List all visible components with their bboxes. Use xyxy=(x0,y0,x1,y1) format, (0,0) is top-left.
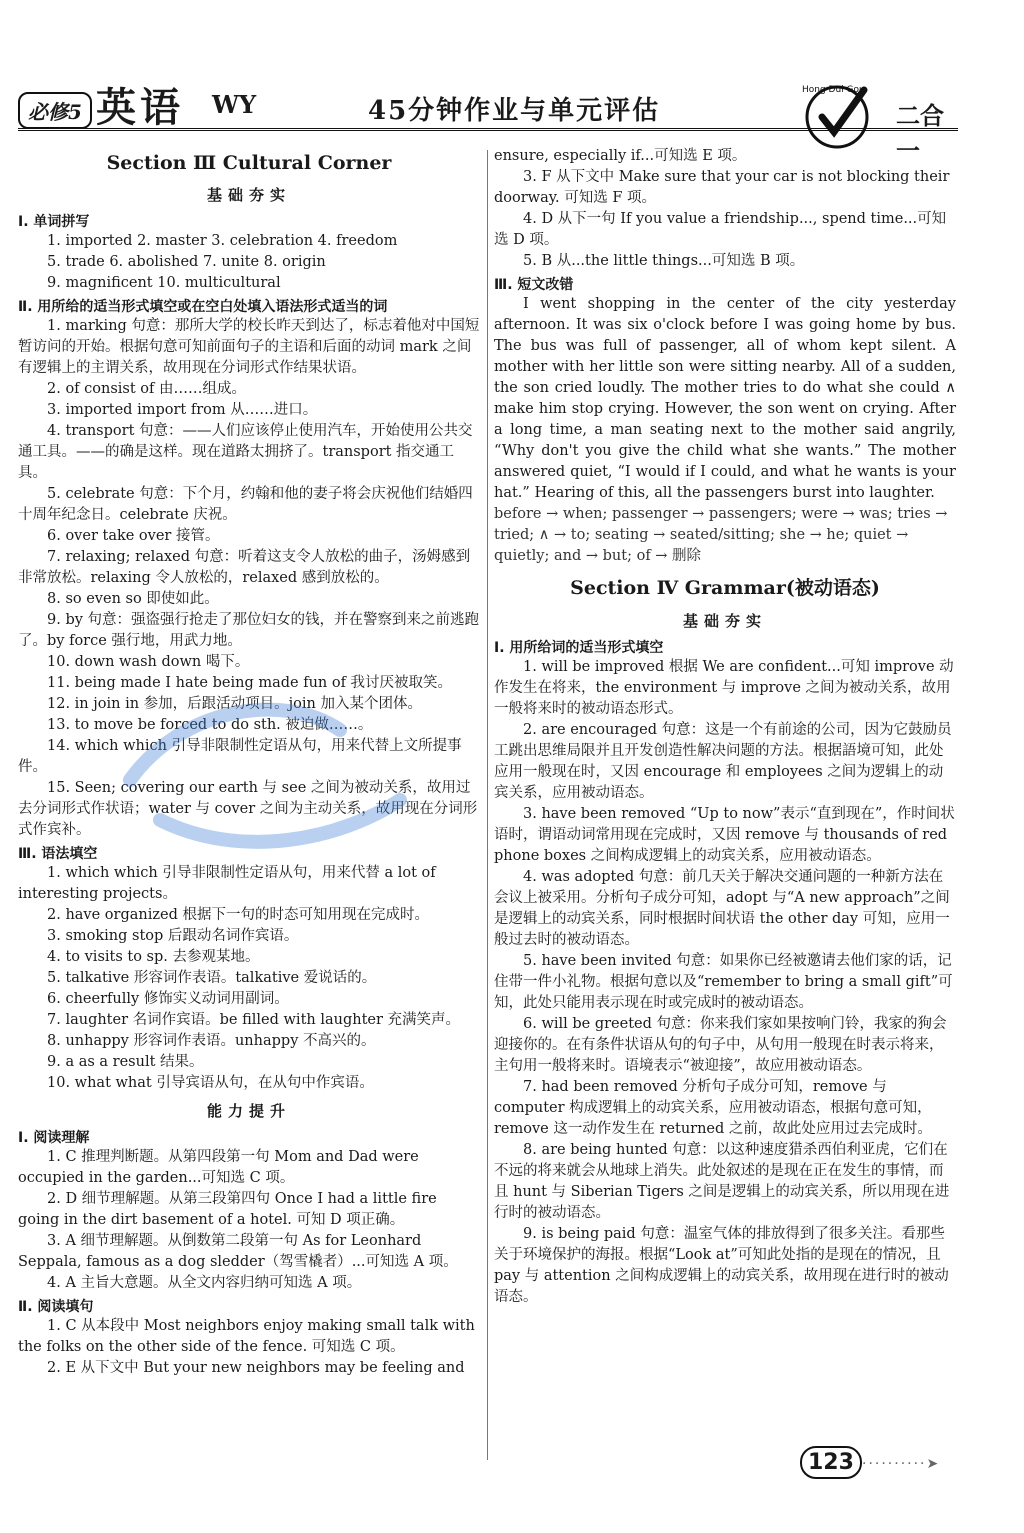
correction-item: ∧ → to xyxy=(538,527,586,543)
correction-item: tries → tried xyxy=(494,506,948,543)
section-iv-title: Section Ⅳ Grammar(被动语态) xyxy=(570,577,880,599)
answer-item: 3. A 细节理解题。从倒数第二段第一句 As for Leonhard Seppala, famous as a dog sledder（驾雪橇者）...可知选 A 项。 xyxy=(18,1233,458,1270)
section-iii-title: Section Ⅲ Cultural Corner xyxy=(106,152,392,174)
sentence-fill-heading: Ⅱ. 阅读填句 xyxy=(18,1299,94,1315)
answer-item: 7. relaxing; relaxed 句意：听着这支令人放松的曲子，汤姆感到非常放松。relaxing 令人放松的，relaxed 感到放松的。 xyxy=(18,549,471,586)
answer-item: 1. which which 引导非限制性定语从句，用来代替 a lot of interesting projects。 xyxy=(18,865,436,902)
answer-item: 1. C 从本段中 Most neighbors enjoy making small talk with the folks on the other side of the fence. 可知选 C 项。 xyxy=(18,1318,475,1355)
spelling-heading: Ⅰ. 单词拼写 xyxy=(18,214,90,230)
answer-item: 1. will be improved 根据 We are confident...可知 improve 动作发生在将来，the environment 与 improve 之间为被动关系，故用一般将来时的被动语态形式。 xyxy=(494,659,954,717)
logo-text: Hong Dui Gou xyxy=(802,85,865,95)
fill-blank-heading: Ⅱ. 用所给的适当形式填空或在空白处填入语法形式适当的词 xyxy=(18,299,388,315)
right-column xyxy=(494,146,956,1308)
answer-item: 4. to visits to sp. 去参观某地。 xyxy=(47,949,260,965)
answer-item: 3. have been removed “Up to now”表示“直到现在”，作时间状语时，谓语动词常用现在完成时，又因 remove 与 thousands of red phone boxes 之间构成逻辑上的动宾关系，应用被动语态。 xyxy=(494,806,955,864)
answer-item: 6. will be greeted 句意：你来我们家如果按响门铃，我家的狗会迎接你的。在有条件状语从句的句子中，从句用一般现在时表示将来，主句用一般将来时。语境表示“被迎接”，故应用被动语态。 xyxy=(494,1016,947,1074)
correction-item: quiet → quietly xyxy=(494,527,909,564)
answer-item: 3. imported import from 从……进口。 xyxy=(47,402,318,418)
answer-item: 4. transport 句意：——人们应该停止使用汽车，开始使用公共交通工具。——的确是这样。现在道路太拥挤了。transport 指交通工具。 xyxy=(18,423,473,481)
basic-practice-heading: 基础夯实 xyxy=(206,186,291,204)
answer-item: 1. C 推理判断题。从第四段第一句 Mom and Dad were occupied in the garden...可知选 C 项。 xyxy=(18,1149,419,1186)
answer-item: 5. B 从...the little things...可知选 B 项。 xyxy=(523,253,805,269)
answer-item: 1. marking 句意：那所大学的校长昨天到达了，标志着他对中国短暂访问的开始。根据句意可知前面句子的主语和后面的动词 mark 之间有逻辑上的主谓关系，故用现在分词形式作结果状语。 xyxy=(18,318,480,376)
answer-item: 5. celebrate 句意：下个月，约翰和他的妻子将会庆祝他们结婚四十周年纪念日。celebrate 庆祝。 xyxy=(18,486,473,523)
header-rule xyxy=(18,128,958,131)
answer-item: 9. by 句意：强盗强行抢走了那位妇女的钱，并在警察到来之前逃跑了。by force 强行地，用武力地。 xyxy=(18,612,480,649)
correction-item: of → 删除 xyxy=(636,548,702,564)
correction-list: before → when; passenger → passengers; were → was; tries → tried; ∧ → to; seating → seated/sitting; she → he; quiet → quietly; and → but; of → 删除 xyxy=(494,506,948,564)
answer-item: 13. to move be forced to do sth. 被迫做……。 xyxy=(47,717,373,733)
answer-item: 8. are being hunted 句意：以这种速度猎杀西伯利亚虎，它们在不远的将来就会从地球上消失。此处叙述的是现在正在发生的事情，而且 hunt 与 Siberian Tigers 之间是逻辑上的动宾关系，所以用现在进行时的被动语态。 xyxy=(494,1142,950,1221)
grammar-fill-heading: Ⅲ. 语法填空 xyxy=(18,846,98,862)
answer-item: 9. a as a result 结果。 xyxy=(47,1054,204,1070)
answer-item: 15. Seen; covering our earth 与 see 之间为被动关系，故用过去分词形式作状语；water 与 cover 之间为主动关系，故用现在分词形式作宾补。 xyxy=(18,780,478,838)
correction-item: she → he xyxy=(779,527,845,543)
answer-item: 9. is being paid 句意：温室气体的排放得到了很多关注。看那些关于环境保护的海报。根据“Look at”可知此处指的是现在的情况，且 pay 与 attention 之间构成逻辑上的动宾关系，故用现在进行时的被动语态。 xyxy=(494,1226,949,1305)
page-number: 123 xyxy=(800,1446,862,1479)
basic-practice-heading: 基础夯实 xyxy=(682,612,767,630)
error-correction-heading: Ⅲ. 短文改错 xyxy=(494,277,574,293)
answer-item: 14. which which 引导非限制性定语从句，用来代替上文所提事件。 xyxy=(18,738,462,775)
answer-item: 3. smoking stop 后跟动名词作宾语。 xyxy=(47,928,299,944)
answer-item: ensure, especially if...可知选 E 项。 xyxy=(494,148,747,164)
arrow-right-icon: ··········➤ xyxy=(862,1456,941,1472)
answer-item: 4. A 主旨大意题。从全文内容归纳可知选 A 项。 xyxy=(47,1275,362,1291)
form-fill-heading: Ⅰ. 用所给词的适当形式填空 xyxy=(494,640,664,656)
answer-item: 7. had been removed 分析句子成分可知，remove 与 computer 构成逻辑上的动宾关系，应用被动语态，根据句意可知，remove 这一动作发生在 returned 之前，故此处应用过去完成时。 xyxy=(494,1079,932,1137)
answer-item: 5. talkative 形容词作表语。talkative 爱说话的。 xyxy=(47,970,377,986)
correction-item: seating → seated/sitting xyxy=(594,527,771,543)
ability-heading: 能力提升 xyxy=(206,1102,291,1120)
answer-item: 2. have organized 根据下一句的时态可知用现在完成时。 xyxy=(47,907,429,923)
answer-item: 4. was adopted 句意：前几天关于解决交通问题的一种新方法在会议上被采用。分析句子成分可知，adopt 与“A new approach”之间是逻辑上的动宾关系，同时根据时间状语 the other day 可知，应用一般过去时的被动语态。 xyxy=(494,869,950,948)
correction-passage: I went shopping in the center of the city yesterday afternoon. It was six o'clock before I was going home by bus. The bus was full of passenger, all of whom kept silent. A mother with her little son were sitting nearby. All of a sudden, the son cried loudly. The mother tries to do what she could ∧ make him stop crying. However, the son went on crying. After a long time, a man seating next to the mother said angrily, “Why don't you give the child what she wants.” The mother answered quiet, “I would if I could, and what he wants is your hat.” Hearing of this, all the passengers burst into laughter. xyxy=(494,296,956,501)
answer-item: 7. laughter 名词作宾语。be filled with laughter 充满笑声。 xyxy=(47,1012,461,1028)
combo-label: 二合一 xyxy=(896,101,944,165)
answer-item: 2. are encouraged 句意：这是一个有前途的公司，因为它鼓励员工跳出思维局限并且开发创造性解决问题的方法。根据語境可知，此处应用一般现在时，又因 encourage 和 employees 之间为逻辑上的动宾关系，应用被动语态。 xyxy=(494,722,952,801)
answer-item: 11. being made I hate being made fun of 我讨厌被取笑。 xyxy=(47,675,453,691)
correction-item: and → but xyxy=(554,548,628,564)
book-title: 45分钟作业与单元评估 xyxy=(368,96,661,126)
answer-item: 12. in join in 参加，后跟活动项目。join 加入某个团体。 xyxy=(47,696,422,712)
column-divider xyxy=(487,150,488,1460)
answer-item: 10. what what 引导宾语从句，在从句中作宾语。 xyxy=(47,1075,374,1091)
correction-item: before → when xyxy=(494,506,603,522)
answer-item: 6. over take over 接管。 xyxy=(47,528,220,544)
module-badge: 必修5 xyxy=(18,92,92,129)
answer-item: 10. down wash down 喝下。 xyxy=(47,654,250,670)
correction-item: were → was xyxy=(801,506,888,522)
left-column xyxy=(18,146,480,1379)
spelling-line: 5. trade 6. abolished 7. unite 8. origin xyxy=(47,254,326,270)
answer-item: 2. D 细节理解题。从第三段第四句 Once I had a little fire going in the dirt basement of a hotel. 可知 D 项正确。 xyxy=(18,1191,437,1228)
answer-item: 2. of consist of 由……组成。 xyxy=(47,381,246,397)
answer-item: 4. D 从下一句 If you value a friendship..., spend time...可知选 D 项。 xyxy=(494,211,947,248)
answer-item: 2. E 从下文中 But your new neighbors may be feeling and xyxy=(47,1360,465,1376)
answer-item: 8. so even so 即使如此。 xyxy=(47,591,219,607)
answer-item: 8. unhappy 形容词作表语。unhappy 不高兴的。 xyxy=(47,1033,376,1049)
subject-title: 英语 xyxy=(96,84,184,131)
answer-item: 6. cheerfully 修饰实义动词用副词。 xyxy=(47,991,289,1007)
reading-heading: Ⅰ. 阅读理解 xyxy=(18,1130,90,1146)
correction-item: passenger → passengers xyxy=(612,506,792,522)
spelling-line: 1. imported 2. master 3. celebration 4. freedom xyxy=(47,233,398,249)
answer-item: 5. have been invited 句意：如果你已经被邀请去他们家的话，记住带一件小礼物。根据句意以及“remember to bring a small gift”可知，此处只能用表示现在时或完成时的被动语态。 xyxy=(494,953,953,1011)
spelling-line: 9. magnificent 10. multicultural xyxy=(47,275,281,291)
answer-item: 3. F 从下文中 Make sure that your car is not blocking their doorway. 可知选 F 项。 xyxy=(494,169,950,206)
edition-label: WY xyxy=(212,90,257,119)
